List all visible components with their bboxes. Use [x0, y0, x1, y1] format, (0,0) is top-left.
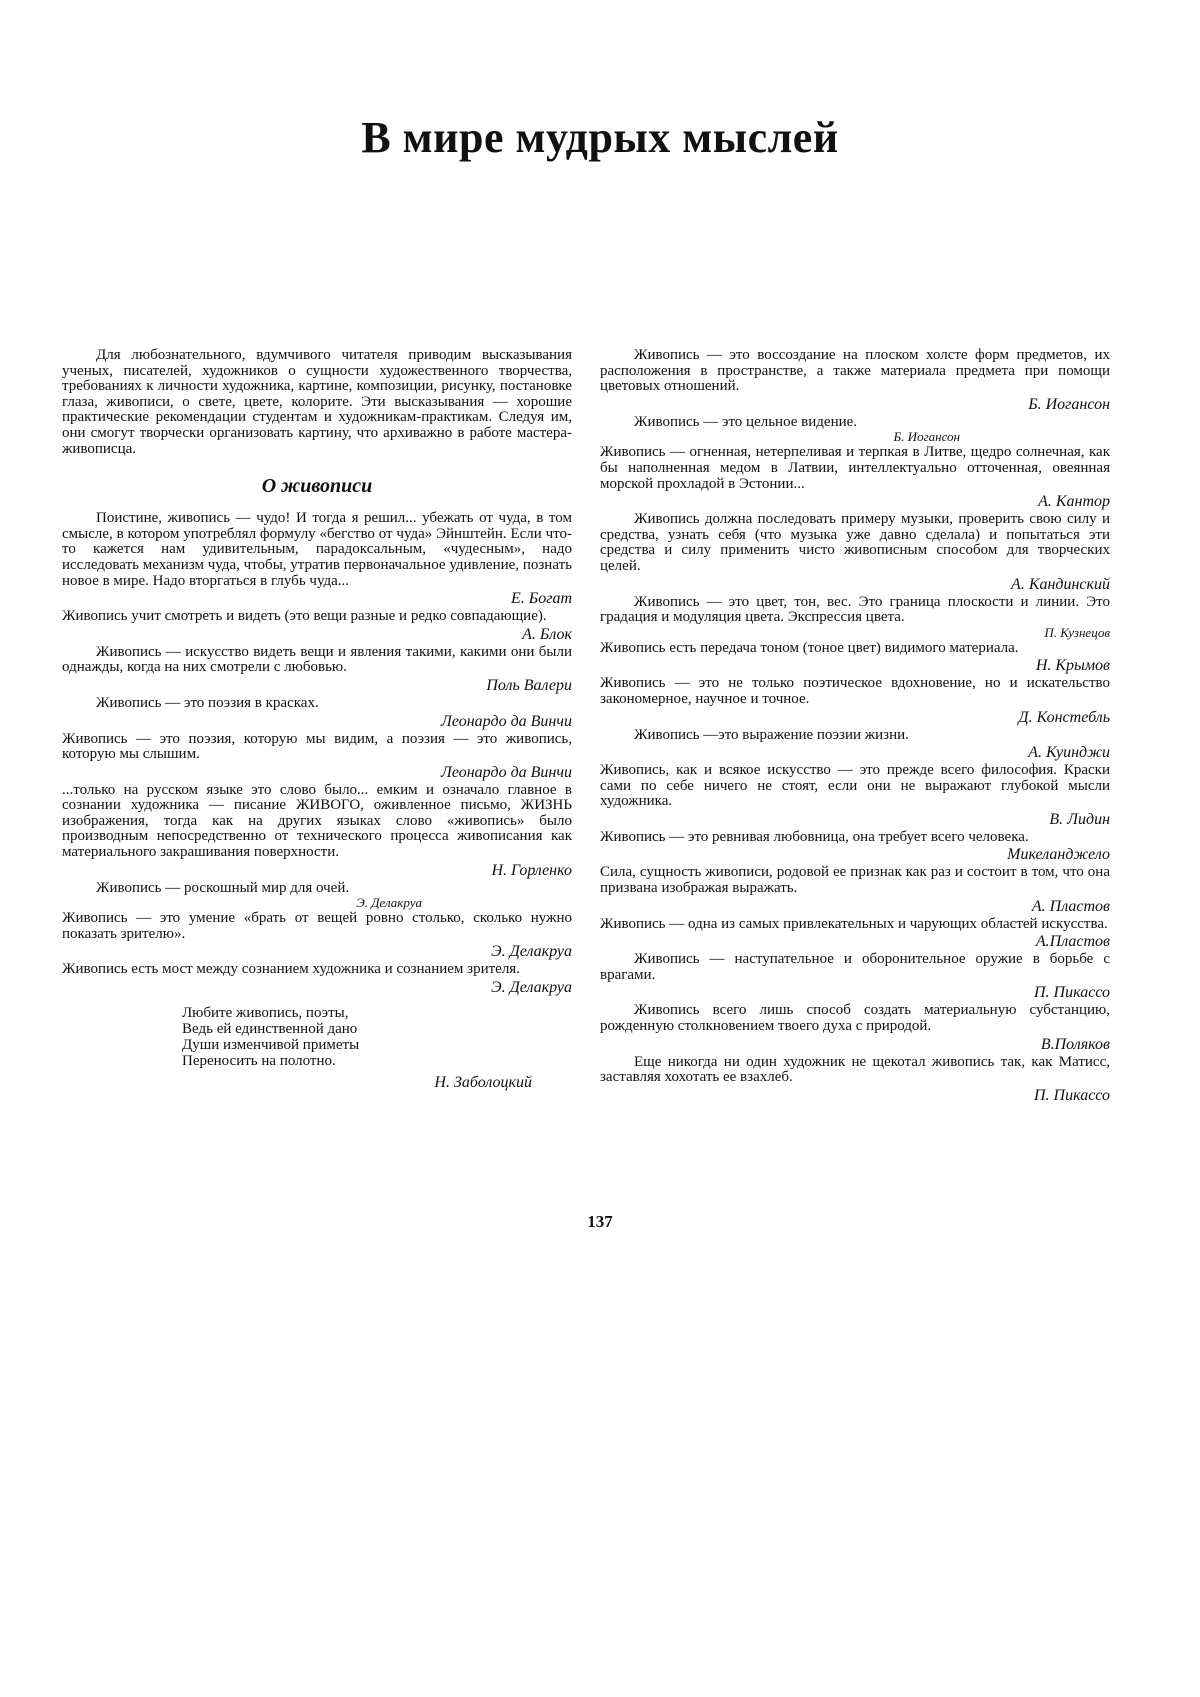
quote-text: Живопись — это поэзия в красках. — [96, 694, 319, 711]
quote-author: Э. Делакруа — [356, 895, 422, 911]
quote-text: Живопись — роскошный мир для очей. — [96, 879, 350, 896]
quote-text: Еще никогда ни один художник не щекотал живопись так, как Матисс, заставляя хохотать ее взахлеб. — [600, 1053, 1110, 1086]
quote-author: П. Пикассо — [1034, 984, 1110, 1002]
quote-author: А. Пластов — [1031, 897, 1110, 915]
page-number: 137 — [587, 1212, 613, 1231]
quote-text: Живопись учит смотреть и видеть (это вещи разные и редко совпадающие). — [62, 608, 547, 625]
quote-text: Живопись всего лишь способ создать материальную субстанцию, рожденную столкновением твоего духа с природой. — [600, 1002, 1110, 1035]
page-title: В мире мудрых мыслей — [361, 113, 839, 162]
quote-text: Живопись — искусство видеть вещи и явления такими, какими они были однажды, когда на них смотрели с любовью. — [62, 643, 572, 676]
quote-text: Живопись —это выражение поэзии жизни. — [634, 726, 909, 743]
poem-line: Ведь ей единственной дано — [182, 1021, 358, 1038]
quote-author: Д. Констебль — [1018, 708, 1110, 726]
quote-text: Живопись — это воссоздание на плоском холсте форм предметов, их расположения в пространстве, а также материала предмета при помощи цветовых отношений. — [600, 347, 1110, 395]
quote-text: Живопись, как и всякое искусство — это прежде всего философия. Краски сами по себе ничего не стоят, если они не выражают глубокой мысли художника. — [600, 762, 1110, 810]
quote-text: Живопись — огненная, нетерпеливая и терпкая в Литве, щедро солнечная, как бы наполненная медом в Латвии, интеллектуально отточенная, овеянная морской прохладой в Эстонии... — [600, 444, 1110, 492]
quote-author: В.Поляков — [1040, 1035, 1110, 1053]
quote-text: Живопись есть мост между сознанием художника и сознанием зрителя. — [62, 961, 520, 978]
quote-text: Живопись — это умение «брать от вещей ровно столько, сколько нужно показать зрителю». — [62, 910, 572, 942]
quote-author: А. Куинджи — [1028, 744, 1110, 762]
quote-author: А. Кантор — [1038, 493, 1110, 511]
quote-author: Н. Крымов — [1035, 657, 1110, 675]
poem-line: Переносить на полотно. — [182, 1053, 336, 1070]
quote-author: Леонардо да Винчи — [441, 763, 572, 781]
quote-text: Живопись — это цельное видение. — [634, 413, 858, 430]
quote-author: Э. Делакруа — [491, 943, 572, 961]
quote-author: Леонардо да Винчи — [441, 712, 572, 730]
poem-line: Любите живопись, поэты, — [182, 1005, 349, 1022]
quote-author: Поль Валери — [486, 676, 572, 694]
quote-author: Е. Богат — [510, 590, 572, 608]
quote-text: ...только на русском языке это слово было... емким и означало главное в сознании художника — писание ЖИВОГО, оживленное письмо, ЖИЗНЬ изображения, тогда как на других языках слово «живопись» было производным непосредственно от технического процесса живописания как материального закрашивания поверхности. — [62, 781, 572, 861]
left-column — [62, 348, 572, 1093]
quote-author: П. Кузнецов — [1044, 624, 1110, 640]
quote-author: В. Лидин — [1049, 810, 1110, 828]
quote-text: Живопись есть передача тоном (тоное цвет) видимого материала. — [600, 639, 1019, 656]
quote-text: Живопись — это не только поэтическое вдохновение, но и искательство закономерное, научное и точное. — [600, 675, 1110, 707]
quote-text: Сила, сущность живописи, родовой ее признак как раз и состоит в том, что она призвана изображая выражать. — [600, 864, 1110, 897]
quote-author: П. Пикассо — [1034, 1086, 1110, 1104]
poem — [182, 1005, 572, 1069]
quote-author: А. Блок — [522, 625, 572, 643]
quote-author: Микеланджело — [1007, 846, 1110, 864]
quote-author: Б. Иогансон — [893, 429, 960, 445]
intro-paragraph: Для любознательного, вдумчивого читателя приводим высказывания ученых, писателей, художников о сущности художественного творчества, требованиях к личности художника, картине, композиции, рисунку, постановке глаза, живописи, о свете, цвете, колорите. Эти высказывания — хорошие практические рекомендации студентам и художникам-практикам. Следуя им, они смогут творчески организовать картину, что архиважно в работе мастера-живописца. — [62, 347, 572, 457]
poem-line: Души изменчивой приметы — [182, 1037, 360, 1054]
right-column — [600, 348, 1110, 1106]
quote-author: Н. Горленко — [491, 861, 572, 879]
quote-text: Живопись — это поэзия, которую мы видим, а поэзия — это живопись, которую мы слышим. — [62, 730, 572, 763]
quote-text: Поистине, живопись — чудо! И тогда я решил... убежать от чуда, в том смысле, в котором употреблял формулу «бегство от чуда» Эйнштейн. Если что-то кажется нам удивительным, парадоксальным, «чудесным», надо исследовать механизм чуда, чтобы, утратив первоначальное удивление, познать новое в мире. Надо вторгаться в глубь чуда... — [62, 510, 572, 589]
quote-text: Живопись — это цвет, тон, вес. Это граница плоскости и линии. Это градация и модуляция цвета. Экспрессия цвета. — [600, 593, 1110, 626]
quote-author: А. Кандинский — [1011, 575, 1110, 593]
quote-author: Э. Делакруа — [491, 979, 572, 997]
quote-text: Живопись — наступательное и оборонительное оружие в борьбе с врагами. — [600, 951, 1110, 983]
quote-text: Живопись — это ревнивая любовница, она требует всего человека. — [600, 828, 1029, 845]
quote-text: Живопись — одна из самых привлекательных и чарующих областей искусства. — [600, 915, 1108, 932]
quote-author: А.Пластов — [1035, 933, 1110, 951]
quote-text: Живопись должна последовать примеру музыки, проверить свою силу и средства, узнать себя (что музыка уже давно сделала) и попытаться эти средства и силу применить чисто живописным способом для творческих целей. — [600, 511, 1110, 574]
quote-author: Б. Иогансон — [1028, 395, 1110, 413]
poem-author: Н. Заболоцкий — [434, 1074, 532, 1092]
section-heading: О живописи — [261, 475, 373, 498]
